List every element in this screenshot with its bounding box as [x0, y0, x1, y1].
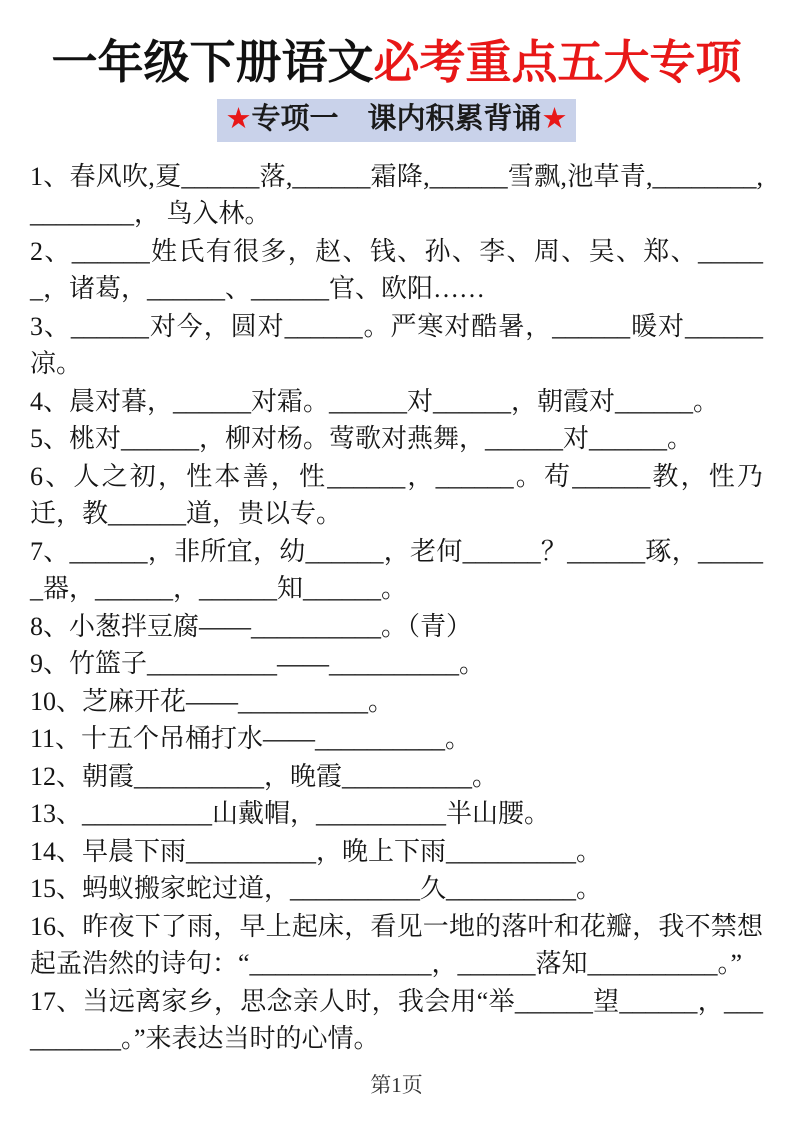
question-4: 4、晨对暮，______对霜。______对______，朝霞对______。	[30, 386, 720, 416]
question-13: 13、__________山戴帽，__________半山腰。	[30, 799, 551, 829]
question-6: 6、人之初，性本善，性______，______。苟______教，性乃迁，教______道，贵以专。	[30, 461, 763, 529]
question-list	[30, 158, 763, 1058]
question-14: 14、早晨下雨__________，晚上下雨__________。	[30, 836, 603, 866]
page-title-red: 必考重点五大专项	[373, 36, 742, 88]
section-banner-row	[30, 99, 763, 142]
question-2: 2、______姓氏有很多，赵、钱、孙、李、周、吴、郑、______，诸葛，______、______官、欧阳……	[30, 236, 763, 304]
question-15: 15、蚂蚁搬家蛇过道，__________久__________。	[30, 874, 603, 904]
page-title	[30, 36, 763, 89]
page-title-black: 一年级下册语文	[51, 36, 374, 88]
section-banner	[217, 99, 575, 142]
question-11: 11、十五个吊桶打水——__________。	[30, 724, 472, 754]
question-3: 3、______对今，圆对______。严寒对酷暑，______暖对______凉。	[30, 311, 763, 379]
question-1: 1、春风吹,夏______落,______霜降,______雪飘,池草青,________,________， 鸟入林。	[30, 161, 763, 229]
question-12: 12、朝霞__________，晚霞__________。	[30, 761, 499, 791]
section-label: 专项一 课内积累背诵	[251, 102, 542, 135]
question-8: 8、小葱拌豆腐——__________。（青）	[30, 611, 473, 641]
question-17: 17、当远离家乡，思念亲人时，我会用“举______望______，__________。”来表达当时的心情。	[30, 986, 763, 1054]
question-5: 5、桃对______，柳对杨。莺歌对燕舞，______对______。	[30, 424, 694, 454]
question-9: 9、竹篮子__________——__________。	[30, 649, 486, 679]
star-icon-left: ★	[225, 102, 252, 135]
star-icon-right: ★	[541, 102, 568, 135]
question-10: 10、芝麻开花——__________。	[30, 686, 395, 716]
question-16: 16、昨夜下了雨，早上起床，看见一地的落叶和花瓣，我不禁想起孟浩然的诗句：“______________，______落知__________。”	[30, 911, 763, 979]
question-7: 7、______，非所宜，幼______，老何______？______琢，______器，______，______知______。	[30, 536, 763, 604]
page-number: 第1页	[370, 1073, 423, 1097]
